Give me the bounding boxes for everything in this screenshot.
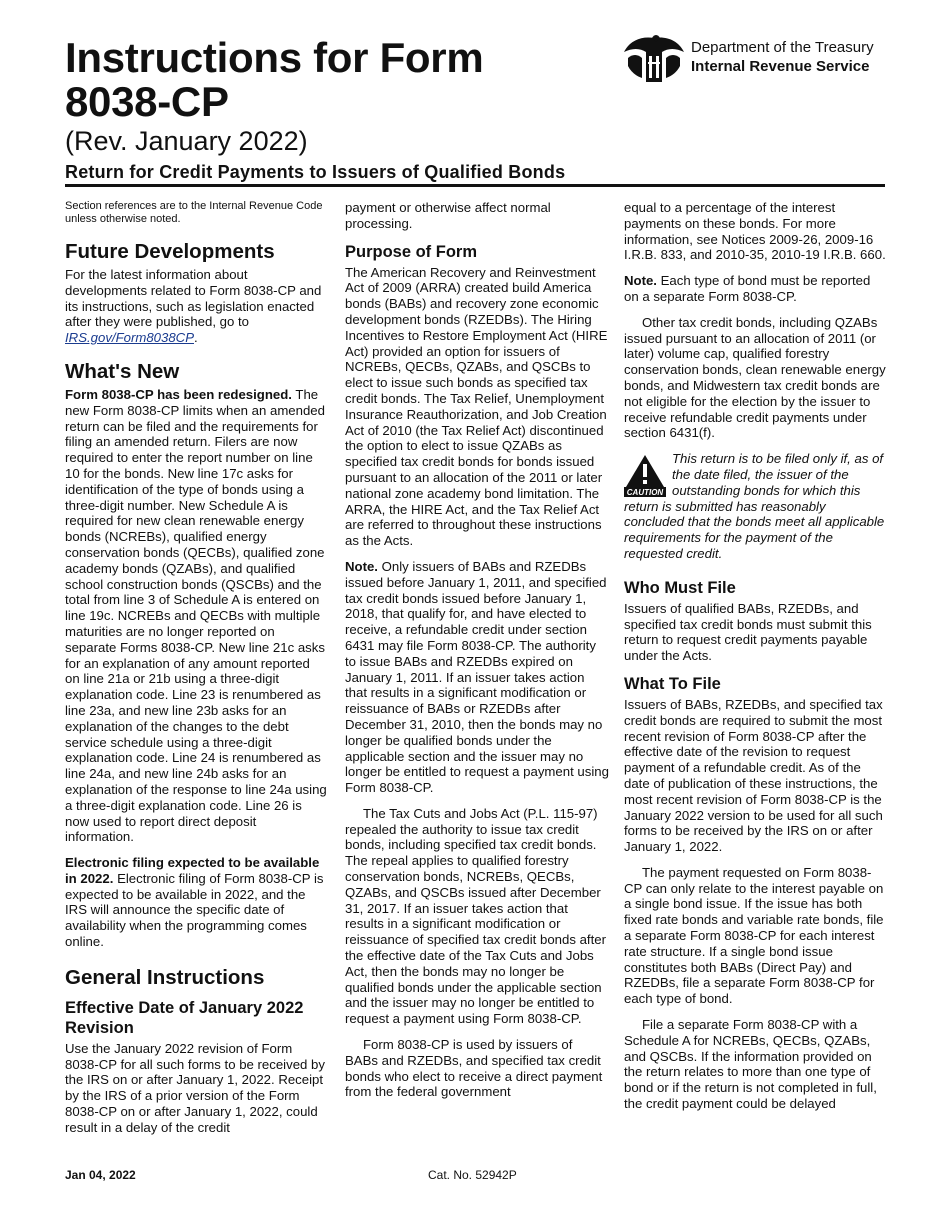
irs-form-link[interactable]: IRS.gov/Form8038CP — [65, 330, 194, 346]
what-to-file-text: Issuers of BABs, RZEDBs, and specified tax credit bonds are required to submit the most recent revision of Form 8038-CP after the effective date of the revision to request payment of a refundable credit. As of the date of publication of these instructions, the most recent revision of Form 8038-CP is the January 2022 version to be used for all such forms to be received by the IRS on or after January 1, 2022. — [624, 696, 883, 855]
form-used-paragraph: Form 8038-CP is used by issuers of BABs and RZEDBs, and specified tax credit bonds who elect to receive a direct payment from the federal government — [345, 1037, 603, 1100]
heading-purpose-of-form: Purpose of Form — [345, 242, 478, 261]
caution-text: This return is to be filed only if, as of the date filed, the issuer of the outstanding bonds for which this return is submitted has reasonably concluded that the bonds meet all applicable requirements for the payment of the requested credit. — [624, 451, 885, 561]
footer-catalog-number: Cat. No. 52942P — [428, 1168, 517, 1182]
caution-notice — [624, 451, 886, 562]
section-references: Section references are to the Internal Revenue Code unless otherwise noted. — [65, 200, 323, 225]
heading-whats-new: What's New — [65, 359, 180, 383]
future-developments-text: For the latest information about developments related to Form 8038-CP and its instructions, such as legislation enacted after they were published, go to IRS.gov/Form8038CP. — [65, 267, 322, 346]
heading-future-developments: Future Developments — [65, 240, 275, 263]
column-2 — [345, 200, 609, 1110]
payment-paragraph: The payment requested on Form 8038-CP can only relate to the interest payable on a single bond issue. If the issue has both fixed rate bonds and variable rate bonds, file a separate Form 8038-CP for each interest rate structure. If a single bond issue constitutes both BABs (Direct Pay) and RZEDBs, file a separate Form 8038-CP for each type of bond. — [624, 864, 884, 1007]
purpose-text: The American Recovery and Reinvestment Act of 2009 (ARRA) created build America bonds (BABs) and recovery zone economic development bonds (RZEDBs). The Hiring Incentives to Restore Employment Act (HIRE Act) provided an option for issuers of NCREBs, QECBs, QZABs, and QSCBs to elect to issue such bonds as specified tax credit bonds. The Tax Relief, Unemployment Insurance Reauthorization, and Job Creation Act of 2010 (the Tax Relief Act) discontinued the option to elect to issue QZABs as specified tax credit bonds for bonds issued pursuant to an allocation of the 2011 or later national zone academy bond limitation. The ARRA, the HIRE Act, and the Tax Relief Act are referred to throughout these instructions as the Acts. — [345, 264, 608, 549]
continued-text: equal to a percentage of the interest payments on these bonds. For more information, see Notices 2009-26, 2009-16 I.R.B. 833, and 2010-35, 2010-19 I.R.B. 660. — [624, 200, 886, 263]
page-title: Instructions for Form 8038-CP — [65, 34, 484, 125]
department-block — [691, 38, 874, 76]
heading-who-must-file: Who Must File — [624, 578, 736, 597]
header-rule — [65, 184, 885, 187]
heading-general-instructions: General Instructions — [65, 965, 265, 989]
revision-date: (Rev. January 2022) — [65, 126, 308, 156]
note-paragraph: Note. Only issuers of BABs and RZEDBs issued before January 1, 2011, and specified tax credit bonds issued before January 1, 2018, that qualify for, and have elected to receive, a refundable credit under section 6431 may file Form 8038-CP. The authority to issue BABs and RZEDBs expired on January 1, 2011. If an issuer takes action that results in a significant modification or reissuance of BABs or RZEDBs after December 31, 2010, then the bonds may no longer be qualified bonds under the applicable section and the issuer may no longer be entitled to request a payment using Form 8038-CP. — [345, 558, 609, 796]
footer-date: Jan 04, 2022 — [65, 1168, 136, 1182]
effective-date-text: Use the January 2022 revision of Form 8038-CP for all such forms to be received by the IRS on or after January 1, 2022. Receipt by the IRS of a prior version of the Form 8038-CP on or after January 1, 2022, could result in a delay of the credit — [65, 1040, 325, 1135]
heading-effective-date: Effective Date of January 2022 Revision — [65, 998, 304, 1037]
tcja-paragraph: The Tax Cuts and Jobs Act (P.L. 115-97) repealed the authority to issue tax credit bonds, including specified tax credit bonds. The repeal applies to qualified forestry conservation bonds, NCREBs, QECBs, QZABs, and QSCBs issued after December 31, 2017. If an issuer takes action that results in a significant modification or reissuance of specified tax credit bonds after the effective date of the Tax Cuts and Jobs Act, then the bonds may no longer be qualified bonds under the applicable section and the issuer may no longer be entitled to request a payment using Form 8038-CP. — [345, 805, 606, 1027]
column-1 — [65, 200, 327, 1146]
note-paragraph: Note. Each type of bond must be reported on a separate Form 8038-CP. — [624, 273, 871, 304]
efile-paragraph: Electronic filing expected to be available in 2022. Electronic filing of Form 8038-CP is expected to be available in 2022, and the IRS will announce the specific date of availability when the programming comes online. — [65, 855, 324, 950]
heading-what-to-file: What To File — [624, 674, 721, 693]
department-name: Department of the Treasury — [691, 39, 874, 56]
who-must-file-text: Issuers of qualified BABs, RZEDBs, and specified tax credit bonds must submit this return to request credit payments payable under the Acts. — [624, 600, 872, 664]
continued-text: payment or otherwise affect normal processing. — [345, 200, 551, 231]
caution-icon — [624, 453, 666, 497]
agency-name: Internal Revenue Service — [691, 58, 870, 75]
column-3 — [624, 200, 886, 1122]
separate-form-paragraph: File a separate Form 8038-CP with a Schedule A for NCREBs, QECBs, QZABs, and QSCBs. If the information provided on the return relates to more than one type of bond or if the return is not completed in full, the credit payment could be delayed — [624, 1017, 877, 1112]
irs-eagle-logo-icon — [622, 32, 686, 86]
other-bonds-paragraph: Other tax credit bonds, including QZABs issued pursuant to an allocation of 2011 (or later) volume cap, qualified forestry conservation bonds, clean renewable energy bonds, and Midwestern tax credit bonds are not eligible for the election by the issuer to receive refundable credit payments under section 6431(f). — [624, 314, 886, 441]
redesigned-paragraph: Form 8038-CP has been redesigned. The new Form 8038-CP limits when an amended return can be filed and the requirements for filing an amended return. Filers are now required to enter the report number on line 10 for the bonds. New line 17c asks for identification of the type of bonds using a three-digit number. New Schedule A is required for new clean renewable energy bonds (NCREBs), qualified energy conservation bonds (QECBs), qualified zone academy bonds (QZABs), and qualified school construction bonds (QSCBs) and the total from line 3 of Schedule A is entered on line 19c. NCREBs and QECBs with multiple maturities are no longer reported on separate Forms 8038-CP. New line 21c asks for an explanation of any amount reported on line 21a or 21b using a three-digit explanation code. Line 23 is renumbered as line 23a, and new line 23b asks for an explanation of the changes to the debt service schedule using a three-digit explanation code. Line 24 is renumbered as line 24a, and new line 24b asks for an explanation of the response to line 24a using a three-digit explanation code. Line 26 is now used to report direct deposit information. — [65, 386, 327, 845]
form-subtitle: Return for Credit Payments to Issuers of Qualified Bonds — [65, 162, 566, 182]
caution-label: CAUTION — [626, 488, 664, 498]
